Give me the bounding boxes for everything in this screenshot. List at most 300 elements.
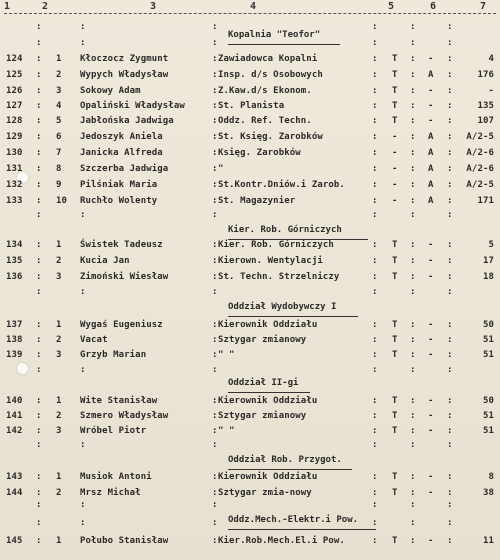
ordinal-number: 10 xyxy=(56,196,68,206)
ordinal-number: 3 xyxy=(56,86,62,96)
row-number: 142 xyxy=(6,426,23,436)
code-col-7: 38 xyxy=(482,488,494,498)
code-col-5: T xyxy=(392,101,398,111)
ordinal-number: 1 xyxy=(56,396,62,406)
colon-separator: : xyxy=(447,38,453,48)
colon-separator: : xyxy=(410,335,416,345)
section-heading: Oddz.Mech.-Elektr.i Pow. xyxy=(228,515,376,530)
colon-separator: : xyxy=(447,164,453,174)
ordinal-number: 1 xyxy=(56,240,62,250)
colon-separator: : xyxy=(410,196,416,206)
code-col-7: 17 xyxy=(482,256,494,266)
code-col-5: - xyxy=(392,164,398,174)
ordinal-number: 2 xyxy=(56,411,62,421)
code-col-7: 51 xyxy=(482,426,494,436)
colon-separator: : xyxy=(447,411,453,421)
code-col-5: T xyxy=(392,396,398,406)
colon-separator: : xyxy=(447,101,453,111)
colon-separator: : xyxy=(372,38,378,48)
position-title: Insp. d/s Osobowych xyxy=(218,70,323,80)
code-col-7: A/2-5 xyxy=(466,132,494,142)
colon-separator: : xyxy=(372,272,378,282)
colon-separator: : xyxy=(410,440,416,450)
colon-separator: : xyxy=(447,86,453,96)
colon-separator: : xyxy=(372,210,378,220)
colon-separator: : xyxy=(36,426,42,436)
ordinal-number: 5 xyxy=(56,116,62,126)
code-col-6: A xyxy=(428,164,434,174)
colon-separator: : xyxy=(372,335,378,345)
colon-separator: : xyxy=(372,70,378,80)
row-number: 136 xyxy=(6,272,23,282)
colon-separator: : xyxy=(447,22,453,32)
employee-name: Wróbel Piotr xyxy=(80,426,147,436)
colon-separator: : xyxy=(410,272,416,282)
row-number: 130 xyxy=(6,148,23,158)
colon-separator: : xyxy=(372,320,378,330)
code-col-7: 50 xyxy=(482,320,494,330)
colon-separator: : xyxy=(36,86,42,96)
colon-separator: : xyxy=(447,335,453,345)
colon-separator: : xyxy=(447,180,453,190)
row-number: 143 xyxy=(6,472,23,482)
colon-separator: : xyxy=(447,396,453,406)
code-col-6: - xyxy=(428,488,434,498)
row-number: 140 xyxy=(6,396,23,406)
employee-name: Szczerba Jadwiga xyxy=(80,164,169,174)
position-title: Sztygar zmia-nowy xyxy=(218,488,312,498)
colon-separator: : xyxy=(212,180,218,190)
code-col-5: T xyxy=(392,472,398,482)
employee-name: Kucia Jan xyxy=(80,256,130,266)
header-divider xyxy=(4,13,496,14)
code-col-6: - xyxy=(428,54,434,64)
colon-separator: : xyxy=(410,38,416,48)
colon-separator: : xyxy=(212,272,218,282)
row-number: 134 xyxy=(6,240,23,250)
position-title: Księg. Zarobków xyxy=(218,148,301,158)
table-row xyxy=(0,424,500,442)
colon-separator: : xyxy=(410,164,416,174)
code-col-5: T xyxy=(392,488,398,498)
code-col-6: - xyxy=(428,86,434,96)
position-title: Zawiadowca Kopalni xyxy=(218,54,318,64)
colon-separator: : xyxy=(212,86,218,96)
colon-separator: : xyxy=(36,472,42,482)
colon-separator: : xyxy=(372,86,378,96)
code-col-7: 18 xyxy=(482,272,494,282)
row-number: 137 xyxy=(6,320,23,330)
code-col-6: - xyxy=(428,472,434,482)
code-col-7: 176 xyxy=(477,70,494,80)
colon-separator: : xyxy=(410,488,416,498)
ordinal-number: 3 xyxy=(56,272,62,282)
section-heading: Kopalnia "Teofor" xyxy=(228,30,340,45)
ordinal-number: 9 xyxy=(56,180,62,190)
position-title: Oddz. Ref. Techn. xyxy=(218,116,312,126)
position-title: St. Techn. Strzelniczy xyxy=(218,272,340,282)
colon-separator: : xyxy=(447,54,453,64)
colon-separator: : xyxy=(410,70,416,80)
code-col-5: T xyxy=(392,116,398,126)
code-col-6: A xyxy=(428,70,434,80)
code-col-5: T xyxy=(392,70,398,80)
colon-separator: : xyxy=(372,116,378,126)
code-col-6: - xyxy=(428,335,434,345)
code-col-7: 8 xyxy=(488,472,494,482)
colon-separator: : xyxy=(372,350,378,360)
code-col-5: T xyxy=(392,335,398,345)
colon-separator: : xyxy=(212,22,218,32)
colon-separator: : xyxy=(372,132,378,142)
position-title: Kier.Rob.Mech.El.i Pow. xyxy=(218,536,345,546)
employee-name: Świstek Tadeusz xyxy=(80,240,163,250)
colon-separator: : xyxy=(36,240,42,250)
ordinal-number: 1 xyxy=(56,536,62,546)
row-number: 126 xyxy=(6,86,23,96)
position-title: Kierownik Oddziału xyxy=(218,320,318,330)
colon-separator: : xyxy=(410,518,416,528)
code-col-5: T xyxy=(392,426,398,436)
employee-name: Ruchło Wolenty xyxy=(80,196,158,206)
ordinal-number: 8 xyxy=(56,164,62,174)
ordinal-number: 1 xyxy=(56,54,62,64)
colon-separator: : xyxy=(447,426,453,436)
code-col-6: A xyxy=(428,196,434,206)
ordinal-number: 2 xyxy=(56,335,62,345)
colon-separator: : xyxy=(212,411,218,421)
code-col-6: A xyxy=(428,132,434,142)
position-title: Z.Kaw.d/s Ekonom. xyxy=(218,86,312,96)
colon-separator: : xyxy=(36,256,42,266)
colon-separator: : xyxy=(212,500,218,510)
colon-separator: : xyxy=(372,536,378,546)
section-heading: Oddział Rob. Przygot. xyxy=(228,455,352,470)
colon-separator: : xyxy=(212,210,218,220)
colon-separator: : xyxy=(80,22,86,32)
colon-separator: : xyxy=(410,472,416,482)
row-number: 129 xyxy=(6,132,23,142)
ordinal-number: 6 xyxy=(56,132,62,142)
header-col-6: 6 xyxy=(430,1,437,12)
colon-separator: : xyxy=(212,70,218,80)
employee-name: Sokowy Adam xyxy=(80,86,141,96)
colon-separator: : xyxy=(447,518,453,528)
code-col-6: - xyxy=(428,536,434,546)
row-number: 125 xyxy=(6,70,23,80)
row-number: 135 xyxy=(6,256,23,266)
ordinal-number: 7 xyxy=(56,148,62,158)
header-col-3: 3 xyxy=(150,1,157,12)
employee-name: Vacat xyxy=(80,335,108,345)
colon-separator: : xyxy=(447,488,453,498)
position-title: Kierownik Oddziału xyxy=(218,396,318,406)
code-col-6: - xyxy=(428,272,434,282)
code-col-6: - xyxy=(428,256,434,266)
colon-separator: : xyxy=(447,148,453,158)
position-title: Kier. Rob. Górniczych xyxy=(218,240,334,250)
colon-separator: : xyxy=(80,518,86,528)
table-row xyxy=(0,270,500,288)
colon-separator: : xyxy=(447,350,453,360)
colon-separator: : xyxy=(372,256,378,266)
colon-separator: : xyxy=(212,518,218,528)
colon-separator: : xyxy=(410,22,416,32)
colon-separator: : xyxy=(410,365,416,375)
colon-separator: : xyxy=(36,164,42,174)
colon-separator: : xyxy=(36,488,42,498)
colon-separator: : xyxy=(212,148,218,158)
code-col-6: - xyxy=(428,320,434,330)
colon-separator: : xyxy=(372,101,378,111)
colon-separator: : xyxy=(36,196,42,206)
employee-name: Opaliński Władysław xyxy=(80,101,185,111)
colon-separator: : xyxy=(372,472,378,482)
ordinal-number: 1 xyxy=(56,320,62,330)
colon-separator: : xyxy=(80,210,86,220)
code-col-5: T xyxy=(392,272,398,282)
colon-separator: : xyxy=(410,287,416,297)
colon-separator: : xyxy=(212,440,218,450)
ordinal-number: 2 xyxy=(56,256,62,266)
colon-separator: : xyxy=(410,396,416,406)
colon-separator: : xyxy=(212,287,218,297)
position-title: " " xyxy=(218,426,235,436)
colon-separator: : xyxy=(212,365,218,375)
code-col-6: - xyxy=(428,116,434,126)
code-col-5: - xyxy=(392,180,398,190)
colon-separator: : xyxy=(36,320,42,330)
colon-separator: : xyxy=(212,54,218,64)
colon-separator: : xyxy=(36,54,42,64)
colon-separator: : xyxy=(80,365,86,375)
colon-separator: : xyxy=(410,116,416,126)
colon-separator: : xyxy=(212,320,218,330)
code-col-6: - xyxy=(428,426,434,436)
employee-name: Połubo Stanisław xyxy=(80,536,169,546)
code-col-7: - xyxy=(488,86,494,96)
position-title: Kierownik Oddziału xyxy=(218,472,318,482)
colon-separator: : xyxy=(372,287,378,297)
code-col-5: T xyxy=(392,536,398,546)
colon-separator: : xyxy=(212,196,218,206)
colon-separator: : xyxy=(447,272,453,282)
position-title: Sztygar zmianowy xyxy=(218,411,307,421)
colon-separator: : xyxy=(372,500,378,510)
code-col-6: - xyxy=(428,101,434,111)
header-col-7: 7 xyxy=(480,1,487,12)
code-col-5: T xyxy=(392,320,398,330)
ordinal-number: 2 xyxy=(56,70,62,80)
colon-separator: : xyxy=(447,132,453,142)
colon-separator: : xyxy=(36,22,42,32)
code-col-7: 51 xyxy=(482,350,494,360)
colon-separator: : xyxy=(36,335,42,345)
colon-separator: : xyxy=(36,180,42,190)
row-number: 133 xyxy=(6,196,23,206)
colon-separator: : xyxy=(36,132,42,142)
colon-separator: : xyxy=(410,256,416,266)
colon-separator: : xyxy=(36,287,42,297)
colon-separator: : xyxy=(36,518,42,528)
colon-separator: : xyxy=(447,256,453,266)
table-row xyxy=(0,486,500,504)
colon-separator: : xyxy=(212,132,218,142)
code-col-7: 5 xyxy=(488,240,494,250)
code-col-7: 171 xyxy=(477,196,494,206)
code-col-7: 51 xyxy=(482,335,494,345)
code-col-7: A/2-6 xyxy=(466,164,494,174)
table-row xyxy=(0,194,500,212)
header-col-1: 1 xyxy=(4,1,11,12)
row-number: 139 xyxy=(6,350,23,360)
colon-separator: : xyxy=(212,488,218,498)
colon-separator: : xyxy=(36,210,42,220)
row-number: 131 xyxy=(6,164,23,174)
row-number: 127 xyxy=(6,101,23,111)
code-col-7: 51 xyxy=(482,411,494,421)
employee-name: Szmero Władysław xyxy=(80,411,169,421)
code-col-6: A xyxy=(428,148,434,158)
colon-separator: : xyxy=(212,426,218,436)
employee-name: Kłoczocz Zygmunt xyxy=(80,54,169,64)
code-col-5: T xyxy=(392,350,398,360)
colon-separator: : xyxy=(80,440,86,450)
colon-separator: : xyxy=(372,411,378,421)
colon-separator: : xyxy=(447,440,453,450)
colon-separator: : xyxy=(372,164,378,174)
employee-name: Wypych Władysław xyxy=(80,70,169,80)
code-col-6: - xyxy=(428,350,434,360)
colon-separator: : xyxy=(212,472,218,482)
colon-separator: : xyxy=(372,396,378,406)
ordinal-number: 3 xyxy=(56,426,62,436)
colon-separator: : xyxy=(36,101,42,111)
colon-separator: : xyxy=(447,196,453,206)
code-col-5: T xyxy=(392,411,398,421)
code-col-7: A/2-6 xyxy=(466,148,494,158)
colon-separator: : xyxy=(36,411,42,421)
employee-name: Musiok Antoni xyxy=(80,472,152,482)
colon-separator: : xyxy=(410,180,416,190)
colon-separator: : xyxy=(410,536,416,546)
header-col-5: 5 xyxy=(388,1,395,12)
colon-separator: : xyxy=(36,272,42,282)
code-col-7: 50 xyxy=(482,396,494,406)
employee-name: Jabłońska Jadwiga xyxy=(80,116,174,126)
colon-separator: : xyxy=(410,54,416,64)
colon-separator: : xyxy=(447,500,453,510)
colon-separator: : xyxy=(447,210,453,220)
row-number: 138 xyxy=(6,335,23,345)
code-col-7: A/2-5 xyxy=(466,180,494,190)
code-col-5: T xyxy=(392,240,398,250)
employee-name: Jedoszyk Aniela xyxy=(80,132,163,142)
colon-separator: : xyxy=(212,396,218,406)
colon-separator: : xyxy=(372,196,378,206)
colon-separator: : xyxy=(447,365,453,375)
colon-separator: : xyxy=(372,440,378,450)
employee-name: Grzyb Marian xyxy=(80,350,147,360)
colon-separator: : xyxy=(212,350,218,360)
position-title: Kierown. Wentylacji xyxy=(218,256,323,266)
colon-separator: : xyxy=(212,38,218,48)
colon-separator: : xyxy=(372,22,378,32)
colon-separator: : xyxy=(372,365,378,375)
colon-separator: : xyxy=(447,240,453,250)
code-col-6: - xyxy=(428,396,434,406)
row-number: 144 xyxy=(6,488,23,498)
colon-separator: : xyxy=(372,180,378,190)
colon-separator: : xyxy=(212,335,218,345)
code-col-7: 107 xyxy=(477,116,494,126)
colon-separator: : xyxy=(372,148,378,158)
row-number: 128 xyxy=(6,116,23,126)
code-col-5: T xyxy=(392,86,398,96)
colon-separator: : xyxy=(410,210,416,220)
position-title: St. Księg. Zarobków xyxy=(218,132,323,142)
code-col-5: - xyxy=(392,148,398,158)
row-number: 145 xyxy=(6,536,23,546)
colon-separator: : xyxy=(36,396,42,406)
position-title: Sztygar zmianowy xyxy=(218,335,307,345)
header-col-4: 4 xyxy=(250,1,257,12)
colon-separator: : xyxy=(410,86,416,96)
colon-separator: : xyxy=(36,70,42,80)
colon-separator: : xyxy=(36,536,42,546)
employee-name: Wygaś Eugeniusz xyxy=(80,320,163,330)
position-title: St. Planista xyxy=(218,101,285,111)
code-col-5: - xyxy=(392,132,398,142)
colon-separator: : xyxy=(447,472,453,482)
code-col-5: T xyxy=(392,54,398,64)
ordinal-number: 4 xyxy=(56,101,62,111)
colon-separator: : xyxy=(410,350,416,360)
colon-separator: : xyxy=(212,240,218,250)
colon-separator: : xyxy=(447,320,453,330)
position-title: " xyxy=(218,164,224,174)
employee-name: Wite Stanisław xyxy=(80,396,158,406)
position-title: St. Magazynier xyxy=(218,196,296,206)
colon-separator: : xyxy=(36,116,42,126)
colon-separator: : xyxy=(212,256,218,266)
colon-separator: : xyxy=(372,488,378,498)
colon-separator: : xyxy=(447,116,453,126)
colon-separator: : xyxy=(80,287,86,297)
code-col-6: A xyxy=(428,180,434,190)
code-col-7: 135 xyxy=(477,101,494,111)
colon-separator: : xyxy=(80,38,86,48)
row-number: 124 xyxy=(6,54,23,64)
colon-separator: : xyxy=(36,148,42,158)
row-number: 132 xyxy=(6,180,23,190)
position-title: " " xyxy=(218,350,235,360)
colon-separator: : xyxy=(410,500,416,510)
ordinal-number: 2 xyxy=(56,488,62,498)
colon-separator: : xyxy=(410,240,416,250)
colon-separator: : xyxy=(36,365,42,375)
employee-name: Zimoński Wiesław xyxy=(80,272,169,282)
colon-separator: : xyxy=(212,536,218,546)
table-row xyxy=(0,348,500,366)
colon-separator: : xyxy=(80,500,86,510)
colon-separator: : xyxy=(410,320,416,330)
colon-separator: : xyxy=(372,54,378,64)
ordinal-number: 1 xyxy=(56,472,62,482)
colon-separator: : xyxy=(372,240,378,250)
code-col-7: 11 xyxy=(482,536,494,546)
code-col-6: - xyxy=(428,240,434,250)
